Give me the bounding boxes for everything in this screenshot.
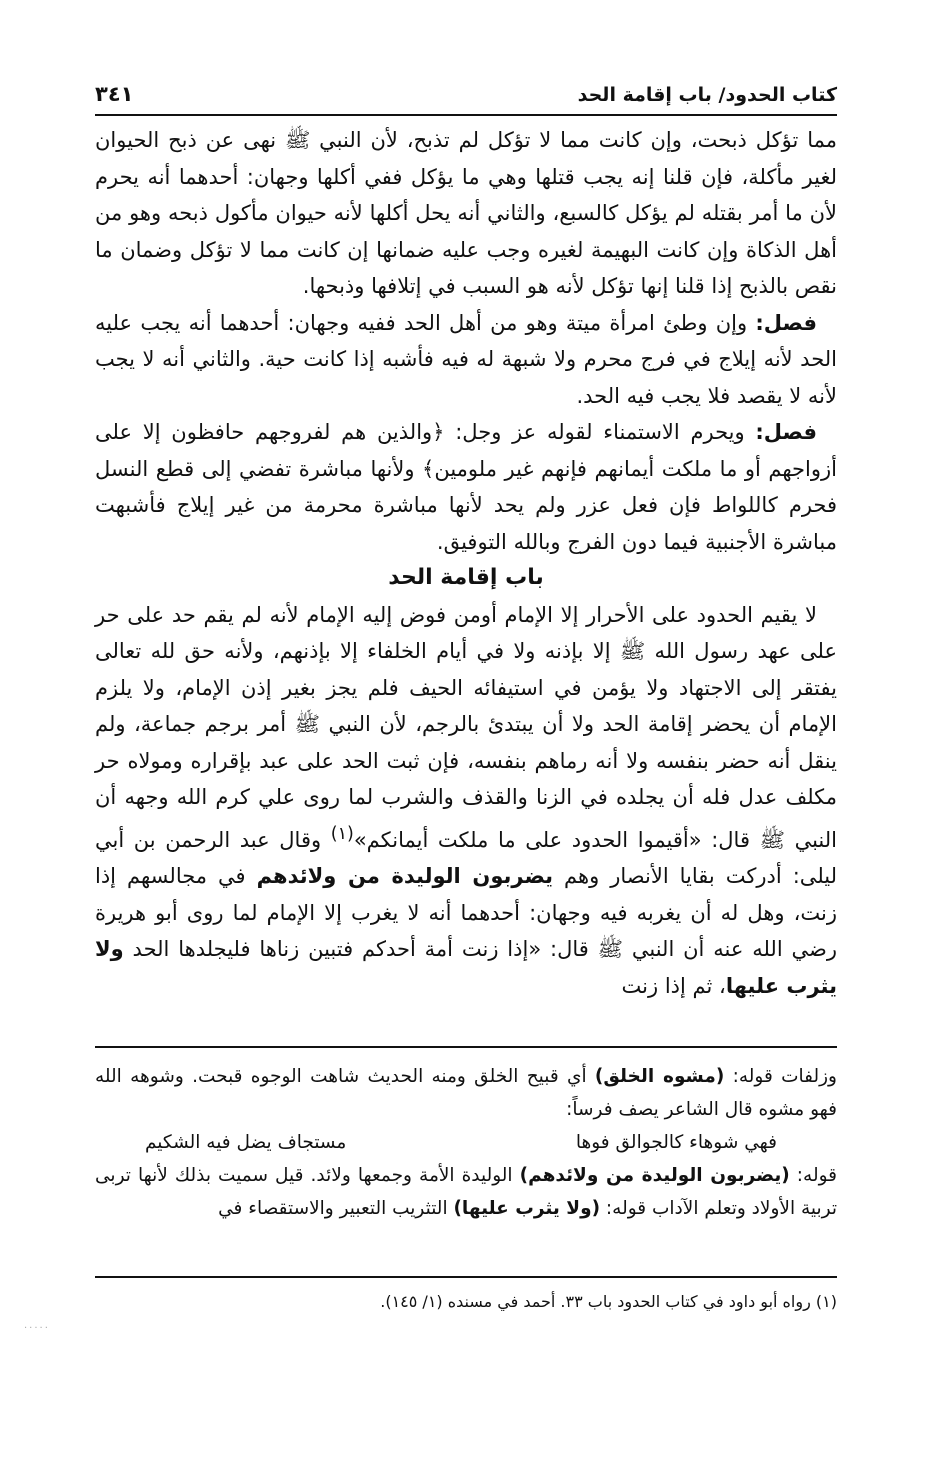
note: وزلفات قوله: (مشوه الخلق) أي قبيح الخلق ومنه الحديث شاهت الوجوه قبحت. وشوهه الله فهو مشوه قال الشاعر يصف فرساً:: [95, 1066, 837, 1120]
poem-hemistich-right: فهي شوهاء كالجوالق فوها: [575, 1132, 777, 1153]
paragraph: مما تؤكل ذبحت، وإن كانت مما لا تؤكل لم تذبح، لأن النبي ﷺ نهى عن ذبح الحيوان لغير مأكلة، فإن قلنا إنه يجب قتلها وهي ما يؤكل ففي أكلها وجهان: أحدهما أنه يحرم لأن ما أمر بقتله لم يؤكل كالسبع، والثاني أنه يحل أكلها لأنه حيوان مأكول ذبحه وهو من أهل الذكاة وإن كانت البهيمة لغيره وجب عليه ضمانها إن كانت مما لا تؤكل وضمان ما نقص بالذبح إذا قلنا إنها تؤكل لأنه هو السبب في إتلافها وذبحها.: [95, 128, 837, 298]
bold-phrase: ولا يثرب عليها: [95, 937, 837, 998]
paragraph-text: وإن وطئ امرأة ميتة وهو من أهل الحد ففيه وجهان: أحدهما أنه يجب عليه الحد لأنه إيلاج في فرج محرم ولا شبهة له فيه فأشبه إذا كانت حية. والثاني أنه لا يجب لأنه لا يقصد فلا يجب فيه الحد.: [95, 310, 837, 408]
footnote: (١) رواه أبو داود في كتاب الحدود باب ٣٣. أحمد في مسنده (١/ ١٤٥).: [380, 1292, 837, 1311]
section-label: فصل:: [755, 310, 817, 335]
section-label: فصل:: [755, 420, 817, 444]
paragraph-text: ويحرم الاستمناء لقوله عز وجل: ﴿والذين هم لفروجهم حافظون إلا على أزواجهم أو ما ملكت أيمانهم فإنهم غير ملومين﴾ ولأنها مباشرة تفضي إلى قطع النسل فحرم كاللواط فإن فعل عزر ولم يحد لأنها مباشرة محرمة من غير إيلاج فأشبهت مباشرة الأجنبية فيما دون الفرج وبالله التوفيق.: [95, 420, 837, 554]
running-header: [95, 80, 837, 116]
page-number: ٣٤١: [95, 82, 134, 106]
page: [95, 80, 837, 1004]
header-title: كتاب الحدود/ باب إقامة الحد: [577, 84, 837, 106]
paragraph: لا يقيم الحدود على الأحرار إلا الإمام أومن فوض إليه الإمام لأنه لم يقم حد على حر على عهد رسول الله ﷺ إلا بإذنه ولا في أيام الخلفاء إلا بإذنهم، ولأنه حق لله تعالى يفتقر إلى الاجتهاد ولا يؤمن في استيفائه الحيف فلم يجز بغير إذن الإمام، ولا يلزم الإمام أن يحضر إقامة الحد ولا أن يبتدئ بالرجم، لأن النبي ﷺ أمر برجم جماعة، ولم ينقل أنه حضر بنفسه ولا أنه رماهم بنفسه، فإن ثبت الحد على عبد بإقراره ومولاه حر مكلف عدل فله أن يجلده في الزنا والقذف والشرب لما روى علي كرم الله وجهه أن النبي ﷺ قال: «أقيموا الحدود على ما ملكت أيمانكم»$^{(١)}$ وقال عبد الرحمن بن أبي ليلى: أدركت بقايا الأنصار وهم يضربون الوليدة من ولائدهم في مجالسهم إذا زنت، وهل له أن يغربه فيه وجهان: أحدهما أنه لا يغرب إلا الإمام لما روى أبو هريرة رضي الله عنه أن النبي ﷺ قال: «إذا زنت أمة أحدكم فتبين زناها فليجلدها الحد ولا يثرب عليها، ثم إذا زنت: [95, 602, 838, 998]
commentary-notes: [95, 1060, 837, 1225]
margin-mark: .....: [24, 1320, 50, 1331]
poem-hemistich-left: مستجاف يضل فيه الشكيم: [145, 1132, 347, 1153]
poem-verse: [95, 1126, 837, 1159]
footnote-ref: (١): [330, 823, 354, 844]
notes-divider: [95, 1046, 837, 1048]
main-text: [95, 122, 837, 1004]
paragraph: [95, 414, 837, 560]
note: قوله: (يضربون الوليدة من ولائدهم) الوليدة الأمة وجمعها ولائد. قيل سميت بذلك لأنها تربى تربية الأولاد وتعلم الآداب قوله: (ولا يثرب عليها) التثريب التعبير والاستقصاء في: [95, 1165, 837, 1219]
paragraph: [95, 305, 837, 415]
footnote-divider: [95, 1276, 837, 1278]
bold-phrase: يضربون الوليدة من ولائدهم: [256, 864, 554, 888]
section-heading: باب إقامة الحد: [388, 565, 544, 590]
